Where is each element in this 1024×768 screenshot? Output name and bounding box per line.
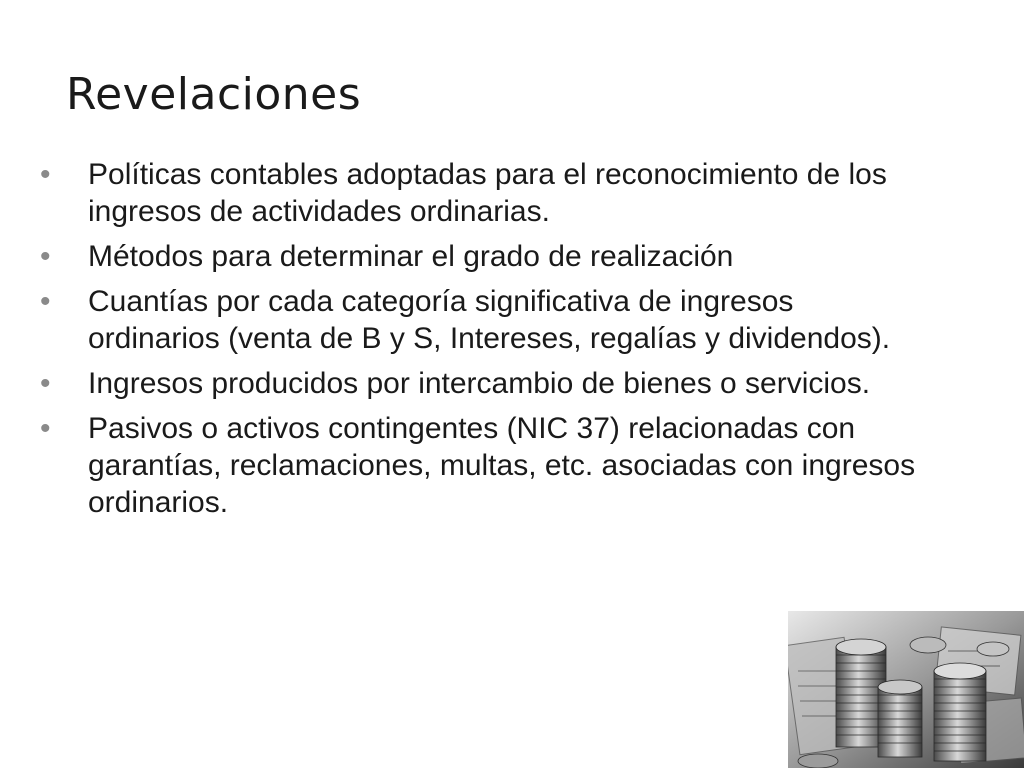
coins-and-banknotes-photo bbox=[788, 611, 1024, 768]
slide-title: Revelaciones bbox=[66, 69, 362, 121]
bullet-item-4 bbox=[40, 365, 920, 402]
bullet-text: Políticas contables adoptadas para el reconocimiento de los ingresos de actividades ordinarias. bbox=[88, 158, 887, 228]
bullet-dot-icon: • bbox=[40, 412, 51, 445]
bullet-text: Ingresos producidos por intercambio de bienes o servicios. bbox=[88, 367, 871, 400]
bullet-dot-icon: • bbox=[40, 240, 51, 273]
bullet-dot-icon: • bbox=[40, 367, 51, 400]
bullet-dot-icon: • bbox=[40, 158, 51, 191]
bullet-item-3 bbox=[40, 283, 920, 357]
bullet-text: Pasivos o activos contingentes (NIC 37) relacionadas con garantías, reclamaciones, multas, etc. asociadas con ingresos ordinarios. bbox=[88, 412, 916, 519]
bullet-item-2 bbox=[40, 238, 920, 275]
bullet-text: Métodos para determinar el grado de realización bbox=[88, 240, 734, 273]
bullet-item-5 bbox=[40, 410, 920, 521]
bullet-text: Cuantías por cada categoría significativa de ingresos ordinarios (venta de B y S, Intereses, regalías y dividendos). bbox=[88, 285, 891, 355]
bullet-list bbox=[40, 156, 920, 529]
bullet-dot-icon: • bbox=[40, 285, 51, 318]
bullet-item-1 bbox=[40, 156, 920, 230]
